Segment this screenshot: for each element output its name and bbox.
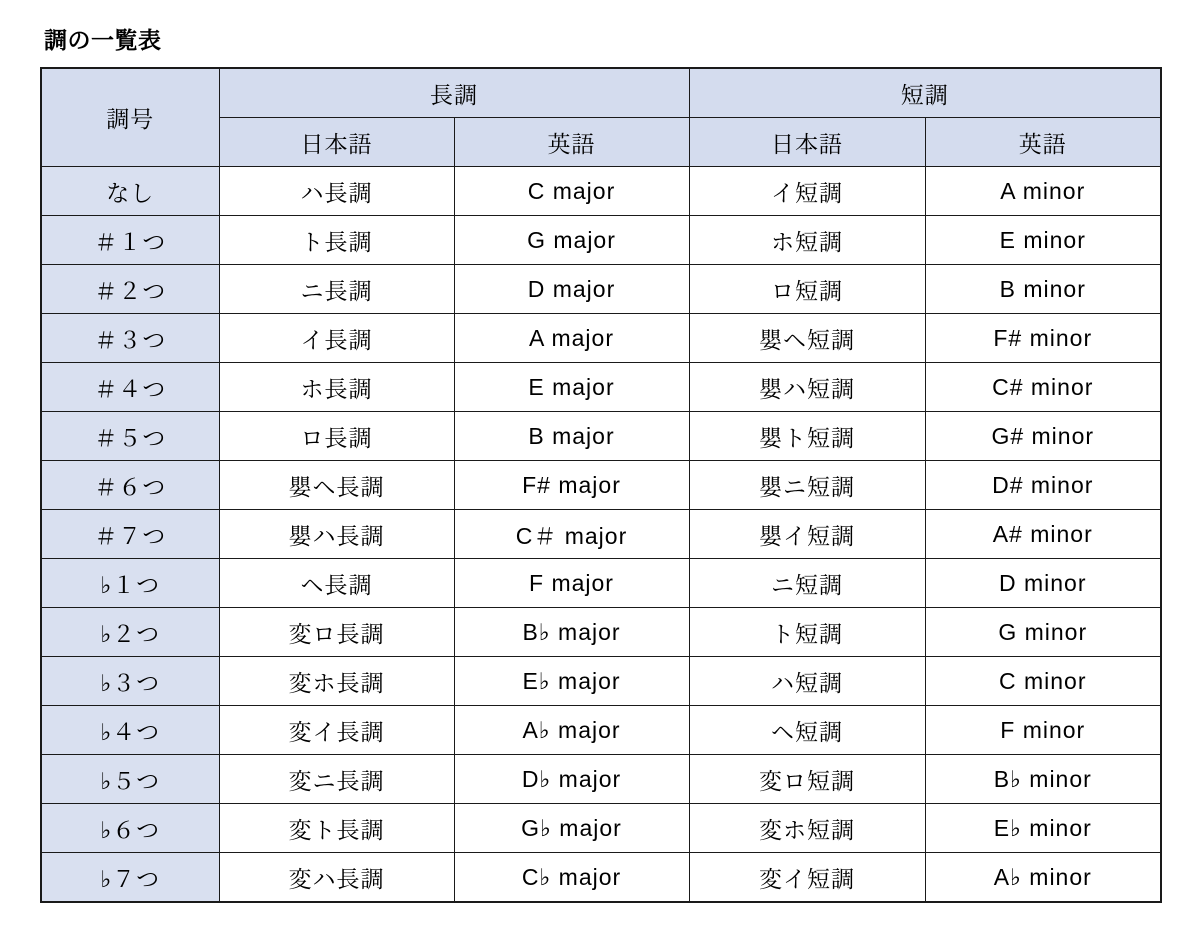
cell-minor-japanese: イ短調: [689, 167, 925, 216]
cell-minor-english: A♭ minor: [925, 853, 1161, 903]
cell-minor-japanese: ハ短調: [689, 657, 925, 706]
key-signature-table: [40, 67, 1162, 903]
cell-minor-japanese: ニ短調: [689, 559, 925, 608]
cell-minor-english: C minor: [925, 657, 1161, 706]
cell-minor-japanese: 嬰ハ短調: [689, 363, 925, 412]
cell-major-japanese: ロ長調: [219, 412, 454, 461]
cell-major-english: F major: [454, 559, 689, 608]
cell-keysig: ＃７つ: [41, 510, 219, 559]
cell-major-japanese: ヘ長調: [219, 559, 454, 608]
cell-minor-japanese: 変ロ短調: [689, 755, 925, 804]
table-row: [41, 363, 1161, 412]
cell-minor-japanese: ト短調: [689, 608, 925, 657]
cell-major-english: C＃ major: [454, 510, 689, 559]
header-minor-japanese: 日本語: [689, 118, 925, 167]
cell-keysig: ＃６つ: [41, 461, 219, 510]
cell-major-japanese: 変ニ長調: [219, 755, 454, 804]
table-row: [41, 461, 1161, 510]
cell-major-english: D major: [454, 265, 689, 314]
cell-minor-english: G# minor: [925, 412, 1161, 461]
header-major-english: 英語: [454, 118, 689, 167]
table-row: [41, 265, 1161, 314]
cell-minor-english: E♭ minor: [925, 804, 1161, 853]
cell-keysig: ♭１つ: [41, 559, 219, 608]
table-row: [41, 853, 1161, 903]
cell-major-japanese: 嬰ヘ長調: [219, 461, 454, 510]
cell-keysig: ♭４つ: [41, 706, 219, 755]
cell-keysig: なし: [41, 167, 219, 216]
table-row: [41, 804, 1161, 853]
cell-major-english: C major: [454, 167, 689, 216]
cell-keysig: ♭７つ: [41, 853, 219, 903]
table-row: [41, 559, 1161, 608]
header-minor-group: 短調: [689, 68, 1161, 118]
cell-major-english: F# major: [454, 461, 689, 510]
cell-minor-japanese: ロ短調: [689, 265, 925, 314]
cell-major-japanese: ホ長調: [219, 363, 454, 412]
cell-major-japanese: 変ロ長調: [219, 608, 454, 657]
table-row: [41, 510, 1161, 559]
table-row: [41, 412, 1161, 461]
table-row: [41, 706, 1161, 755]
cell-minor-english: D# minor: [925, 461, 1161, 510]
cell-minor-japanese: 変ホ短調: [689, 804, 925, 853]
cell-major-english: B major: [454, 412, 689, 461]
cell-major-english: B♭ major: [454, 608, 689, 657]
table-row: [41, 755, 1161, 804]
cell-minor-japanese: 嬰ヘ短調: [689, 314, 925, 363]
cell-major-japanese: 変ト長調: [219, 804, 454, 853]
cell-major-japanese: 変ホ長調: [219, 657, 454, 706]
cell-minor-japanese: 嬰ト短調: [689, 412, 925, 461]
cell-major-english: A♭ major: [454, 706, 689, 755]
cell-major-japanese: 変ハ長調: [219, 853, 454, 903]
table-row: [41, 657, 1161, 706]
cell-minor-japanese: ヘ短調: [689, 706, 925, 755]
cell-major-english: D♭ major: [454, 755, 689, 804]
header-minor-english: 英語: [925, 118, 1161, 167]
cell-keysig: ＃４つ: [41, 363, 219, 412]
cell-minor-english: F minor: [925, 706, 1161, 755]
cell-keysig: ＃１つ: [41, 216, 219, 265]
cell-minor-english: A minor: [925, 167, 1161, 216]
cell-major-japanese: ト長調: [219, 216, 454, 265]
cell-keysig: ♭５つ: [41, 755, 219, 804]
table-row: [41, 608, 1161, 657]
cell-keysig: ＃３つ: [41, 314, 219, 363]
cell-minor-english: C# minor: [925, 363, 1161, 412]
header-major-japanese: 日本語: [219, 118, 454, 167]
page-title: 調の一覧表: [44, 27, 162, 53]
cell-minor-english: D minor: [925, 559, 1161, 608]
table-row: [41, 314, 1161, 363]
cell-keysig: ＃５つ: [41, 412, 219, 461]
header-major-group: 長調: [219, 68, 689, 118]
cell-major-english: C♭ major: [454, 853, 689, 903]
cell-minor-english: B minor: [925, 265, 1161, 314]
cell-major-english: G♭ major: [454, 804, 689, 853]
table-header: [41, 68, 1161, 167]
cell-major-japanese: 嬰ハ長調: [219, 510, 454, 559]
cell-major-english: G major: [454, 216, 689, 265]
cell-major-japanese: ハ長調: [219, 167, 454, 216]
cell-major-english: A major: [454, 314, 689, 363]
cell-minor-english: A# minor: [925, 510, 1161, 559]
table-row: [41, 167, 1161, 216]
cell-major-english: E major: [454, 363, 689, 412]
cell-minor-japanese: 嬰ニ短調: [689, 461, 925, 510]
cell-minor-japanese: 嬰イ短調: [689, 510, 925, 559]
cell-minor-english: F# minor: [925, 314, 1161, 363]
cell-minor-japanese: ホ短調: [689, 216, 925, 265]
cell-major-japanese: ニ長調: [219, 265, 454, 314]
cell-major-english: E♭ major: [454, 657, 689, 706]
cell-keysig: ♭３つ: [41, 657, 219, 706]
cell-keysig: ＃２つ: [41, 265, 219, 314]
table-body: [41, 167, 1161, 903]
cell-minor-english: G minor: [925, 608, 1161, 657]
header-keysig: 調号: [41, 68, 219, 167]
cell-major-japanese: 変イ長調: [219, 706, 454, 755]
cell-keysig: ♭２つ: [41, 608, 219, 657]
cell-minor-english: E minor: [925, 216, 1161, 265]
table-header-row-groups: [41, 68, 1161, 118]
cell-minor-japanese: 変イ短調: [689, 853, 925, 903]
cell-keysig: ♭６つ: [41, 804, 219, 853]
cell-major-japanese: イ長調: [219, 314, 454, 363]
cell-minor-english: B♭ minor: [925, 755, 1161, 804]
table-row: [41, 216, 1161, 265]
